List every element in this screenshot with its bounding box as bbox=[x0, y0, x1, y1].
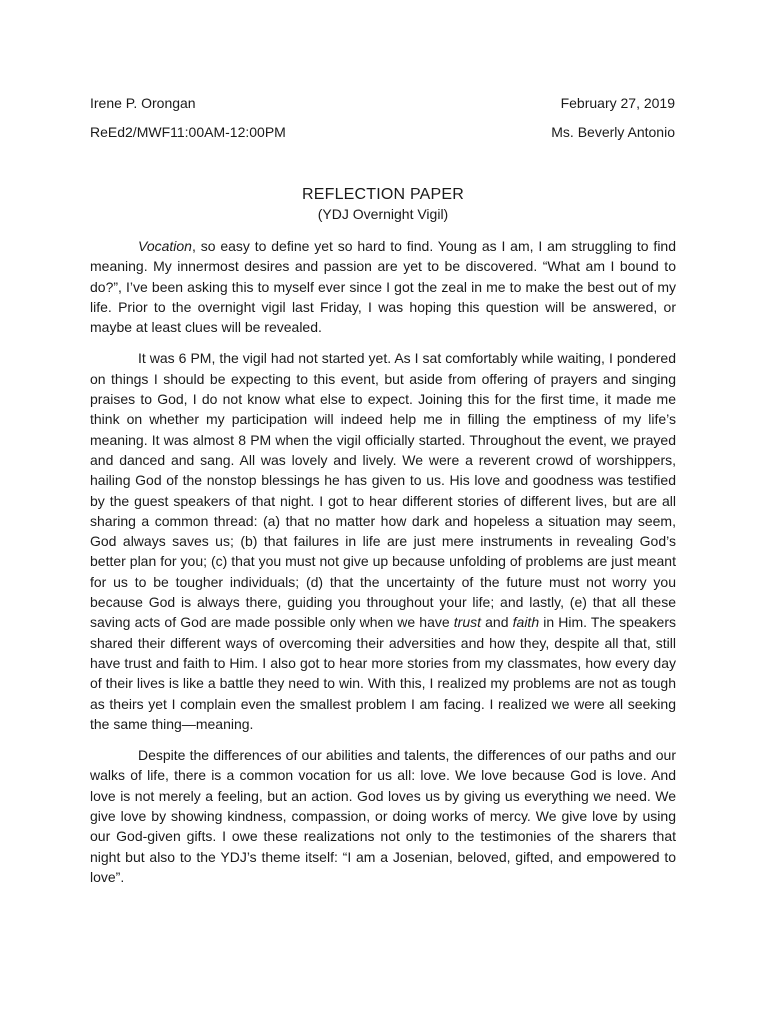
paragraph-3: Despite the differences of our abilities and talents, the differences of our paths and our walks of life, there is a common vocation for us all: love. We love because God is love. And love is not merely a feeling, but an action. God loves us by giving us everything we need. We give love by showing kindness, compassion, or doing works of mercy. We give love by using our God-given gifts. I owe these realizations not only to the testimonies of the sharers that night but also to the YDJ’s theme itself: “I am a Josenian, beloved, gifted, and empowered to love”. bbox=[90, 747, 676, 885]
paragraph-2-text-b: in Him. The speakers shared their different ways of overcoming their adversities and how they, despite all that, still have trust and faith to Him. I also got to hear more stories from my classmates, how every day of their lives is like a battle they need to win. With this, I realized my problems are not as tough as theirs yet I complain even the smallest problem I am facing. I realized we were all seeking the same thing—meaning. bbox=[90, 614, 676, 732]
title-block bbox=[90, 185, 676, 223]
page-title: REFLECTION PAPER bbox=[301, 186, 465, 203]
paragraph-2-text-a: It was 6 PM, the vigil had not started yet. As I sat comfortably while waiting, I pondered on things I should be expecting to this event, but aside from offering of prayers and singing praises to God, I do not know what else to expect. Joining this for the first time, it made me think on whether my participation will indeed help me in filling the emptiness of my life’s meaning. It was almost 8 PM when the vigil officially started. Throughout the event, we prayed and danced and sang. All was lovely and lively. We were a reverent crowd of worshippers, hailing God of the nonstop blessings he has given to us. His love and goodness was testified by the guest speakers of that night. I got to hear different stories of different lives, but are all sharing a common thread: (a) that no matter how dark and hopeless a situation may seem, God always saves us; (b) that failures in life are just mere instruments in revealing God’s better plan for you; (c) that you must not give up because unfolding of problems are just meant for us to be tougher individuals; (d) that the uncertainty of the future must not worry you because God is always there, guiding you throughout your life; and lastly, (e) that all these saving acts of God are made possible only when we have bbox=[90, 350, 676, 631]
trust-word: trust bbox=[453, 614, 482, 631]
author-name: Irene P. Orongan bbox=[90, 95, 196, 111]
paragraph-1 bbox=[90, 236, 676, 337]
course-schedule: ReEd2/MWF11:00AM-12:00PM bbox=[90, 124, 286, 140]
paragraph-1-text: , so easy to define yet so hard to find. Young as I am, I am struggling to find meaning. My innermost desires and passion are yet to be discovered. “What am I bound to do?”, I’ve been asking this to myself ever since I got the zeal in me to make the best out of my life. Prior to the overnight vigil last Friday, I was hoping this question will be answered, or maybe at least clues will be revealed. bbox=[90, 238, 676, 336]
paragraph-2 bbox=[90, 348, 676, 734]
body-text bbox=[90, 236, 676, 898]
document-date: February 27, 2019 bbox=[560, 95, 675, 111]
page-subtitle: (YDJ Overnight Vigil) bbox=[317, 206, 449, 222]
faith-word: faith bbox=[512, 614, 540, 631]
paragraph-1-lead: Vocation bbox=[138, 238, 192, 254]
and-word: and bbox=[481, 614, 513, 631]
instructor-name: Ms. Beverly Antonio bbox=[551, 124, 675, 140]
header-row-2 bbox=[90, 123, 675, 141]
header-row-1 bbox=[90, 94, 675, 112]
